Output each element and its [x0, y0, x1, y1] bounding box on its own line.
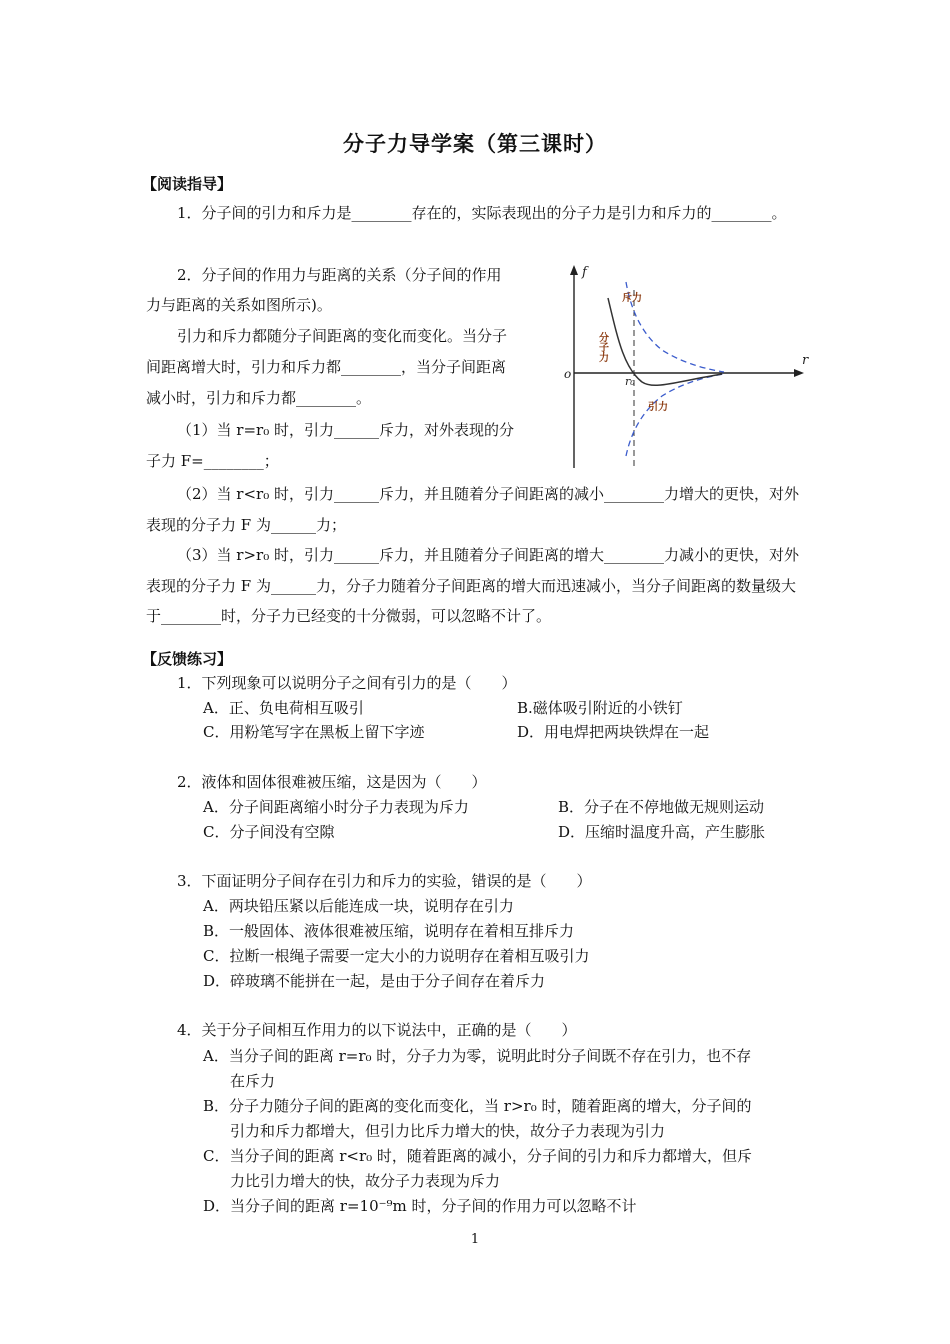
question-2-option-d: D．压缩时温度升高，产生膨胀	[558, 823, 766, 841]
molecular-force-label: 分子力	[596, 332, 608, 362]
question-2-stem: 2．液体和固体很难被压缩，这是因为（ ）	[177, 773, 487, 791]
reading-p1-text: 1．分子间的引力和斥力是________存在的，实际表现出的分子力是引力和斥力的________。	[177, 204, 787, 222]
reading-paragraph-1	[146, 198, 810, 229]
reading-paragraph-6	[146, 540, 810, 632]
question-1-stem: 1．下列现象可以说明分子之间有引力的是（ ）	[177, 674, 517, 692]
question-4-option-b-line-2: 引力和斥力都增大，但引力比斥力增大的快，故分子力表现为引力	[230, 1122, 666, 1140]
attraction-label: 引力	[648, 402, 668, 413]
reading-p5-text: （2）当 r<r₀ 时，引力______斥力，并且随着分子间距离的减小________力增大的更快，对外表现的分子力 F 为______力；	[146, 485, 800, 534]
reading-heading: 【阅读指导】	[142, 175, 233, 193]
question-4-option-a-line-2: 在斥力	[230, 1072, 276, 1090]
origin-label: o	[564, 367, 572, 381]
question-3-stem: 3．下面证明分子间存在引力和斥力的实验，错误的是（ ）	[177, 872, 592, 890]
question-4-option-d: D．当分子间的距离 r=10⁻⁹m 时，分子间的作用力可以忽略不计	[203, 1197, 637, 1215]
question-3-option-b: B．一般固体、液体很难被压缩，说明存在着相互排斥力	[203, 922, 575, 940]
reading-p2-line-2: 力与距离的关系如图所示)。	[146, 296, 332, 314]
question-1-option-c: C．用粉笔写字在黑板上留下字迹	[203, 723, 425, 741]
question-2-option-c: C．分子间没有空隙	[203, 823, 335, 841]
reading-p4-line-2: 子力 F=________；	[146, 452, 279, 470]
x-axis-label: r	[802, 353, 809, 368]
reading-p3-line-3: 减小时，引力和斥力都________。	[146, 389, 372, 407]
reading-p2-line-1: 2．分子间的作用力与距离的关系（分子间的作用	[177, 266, 502, 284]
question-1-option-d: D．用电焊把两块铁焊在一起	[517, 723, 710, 741]
page-title: 分子力导学案（第三课时）	[343, 131, 607, 156]
y-axis-label: f	[582, 265, 587, 280]
question-3-option-a: A．两块铅压紧以后能连成一块，说明存在引力	[203, 897, 514, 915]
force-distance-figure	[562, 260, 814, 472]
reading-p4-line-1: （1）当 r=r₀ 时，引力______斥力，对外表现的分	[177, 421, 515, 439]
question-3-option-c: C．拉断一根绳子需要一定大小的力说明存在着相互吸引力	[203, 947, 590, 965]
question-1-option-a: A．正、负电荷相互吸引	[203, 699, 364, 717]
question-4-option-c-line-1: C．当分子间的距离 r<r₀ 时，随着距离的减小，分子间的引力和斥力都增大，但斥	[203, 1147, 752, 1165]
practice-heading: 【反馈练习】	[142, 650, 233, 668]
reading-p3-line-2: 间距离增大时，引力和斥力都________，当分子间距离	[146, 358, 507, 376]
question-4-option-a-line-1: A．当分子间的距离 r=r₀ 时，分子力为零，说明此时分子间既不存在引力，也不存	[203, 1047, 752, 1065]
reading-p6-text: （3）当 r>r₀ 时，引力______斥力，并且随着分子间距离的增大________力减小的更快，对外表现的分子力 F 为______力，分子力随着分子间距离的增大而迅速减小，当分子间距离的数量级大于________时，分子力已经变的十分微弱，可以忽略不计了。	[146, 546, 800, 625]
question-4-stem: 4．关于分子间相互作用力的以下说法中，正确的是（ ）	[177, 1021, 577, 1039]
question-4-option-c-line-2: 力比引力增大的快，故分子力表现为斥力	[230, 1172, 501, 1190]
question-2-option-a: A．分子间距离缩小时分子力表现为斥力	[203, 798, 469, 816]
reading-p3-line-1: 引力和斥力都随分子间距离的变化而变化。当分子	[177, 327, 508, 345]
repulsion-label: 斥力	[622, 293, 642, 304]
r0-label: r₀	[625, 375, 635, 388]
reading-paragraph-5	[146, 479, 810, 540]
question-4-option-b-line-1: B．分子力随分子间的距离的变化而变化，当 r>r₀ 时，随着距离的增大，分子间的	[203, 1097, 752, 1115]
question-3-option-d: D．碎玻璃不能拼在一起，是由于分子间存在着斥力	[203, 972, 546, 990]
figure-background	[562, 260, 814, 472]
question-1-option-b: B.磁体吸引附近的小铁钉	[517, 699, 683, 717]
page-number: 1	[470, 1232, 480, 1247]
question-2-option-b: B．分子在不停地做无规则运动	[558, 798, 765, 816]
